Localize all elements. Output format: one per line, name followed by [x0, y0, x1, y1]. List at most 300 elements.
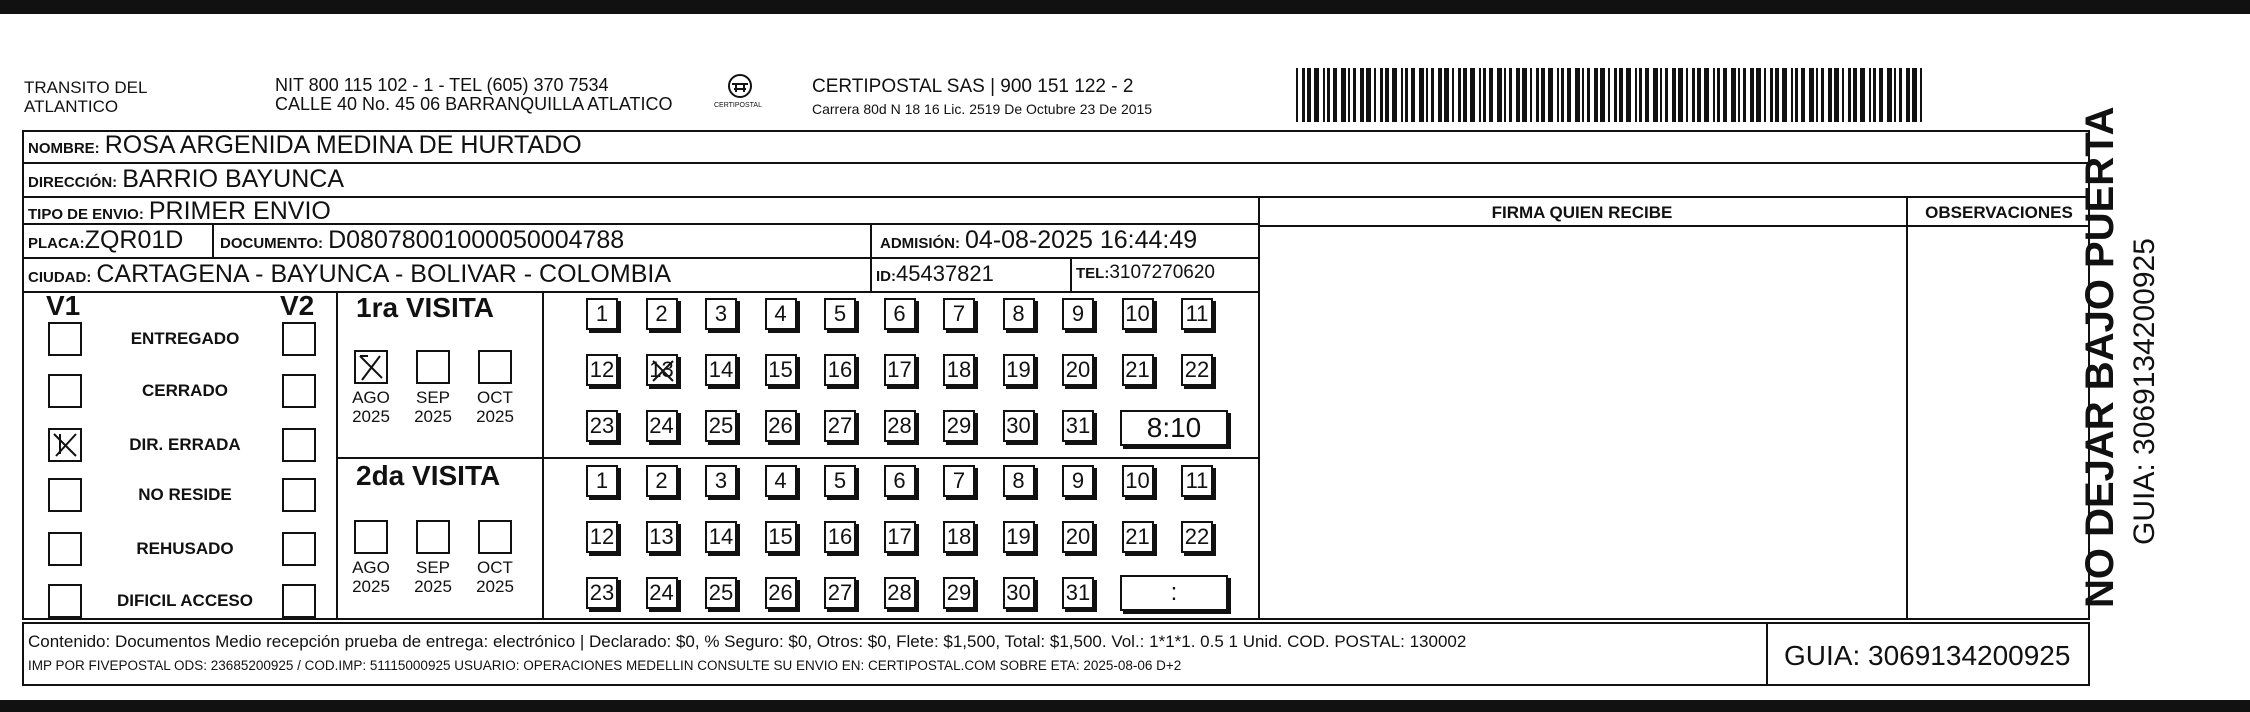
- visit2-day-box[interactable]: [943, 465, 975, 497]
- name-field: [28, 131, 582, 160]
- day-number: 31: [1065, 580, 1091, 605]
- visit2-month-label: [470, 558, 520, 596]
- visit2-time-box[interactable]: [1120, 575, 1228, 611]
- visit2-day-box[interactable]: [943, 577, 975, 609]
- visit1-day-box[interactable]: [705, 410, 737, 442]
- visit1-day-box[interactable]: [705, 354, 737, 386]
- visit2-day-box[interactable]: [1003, 465, 1035, 497]
- visit1-day-box[interactable]: [884, 354, 916, 386]
- barcode-bar: [1912, 68, 1917, 122]
- month-year: 2025: [352, 577, 390, 596]
- barcode-bar: [1860, 68, 1865, 122]
- barcode-bar: [1348, 68, 1350, 122]
- barcode-bar: [1869, 68, 1871, 122]
- barcode-bar: [1353, 68, 1356, 122]
- barcode-bar: [1600, 68, 1605, 122]
- barcode-bar: [1594, 68, 1598, 122]
- barcode-bar: [1575, 68, 1580, 122]
- day-number: 22: [1184, 357, 1210, 382]
- city-value: CARTAGENA - BAYUNCA - BOLIVAR - COLOMBIA: [96, 260, 672, 288]
- barcode-bar: [1770, 68, 1773, 122]
- day-number: 27: [827, 413, 853, 438]
- visit1-day-box[interactable]: [884, 410, 916, 442]
- day-number: 4: [774, 468, 787, 493]
- day-number: 30: [1006, 413, 1031, 438]
- plate-field: [28, 226, 183, 255]
- visit2-day-box[interactable]: [705, 577, 737, 609]
- barcode-bar: [1731, 68, 1736, 122]
- day-number: 13: [649, 524, 674, 549]
- visit2-day-box[interactable]: [705, 465, 737, 497]
- row-type: [22, 197, 1260, 225]
- visit2-day-box[interactable]: [646, 465, 678, 497]
- observations-column: [1906, 197, 2090, 620]
- address-value: BARRIO BAYUNCA: [122, 165, 344, 193]
- barcode-bar: [1327, 68, 1330, 122]
- id-label: ID:: [876, 268, 896, 285]
- visit2-month-checkbox[interactable]: [478, 520, 512, 554]
- visit2-day-box[interactable]: [765, 521, 797, 553]
- visit2-day-box[interactable]: [646, 577, 678, 609]
- barcode-bar: [1795, 68, 1798, 122]
- footer-guia: GUIA: 3069134200925: [1784, 640, 2071, 671]
- barcode-bar: [1314, 68, 1319, 122]
- month-name: SEP: [415, 558, 451, 577]
- check-mark-icon: [356, 352, 386, 382]
- day-number: 20: [1065, 524, 1091, 549]
- visit2-day-box[interactable]: [646, 521, 678, 553]
- barcode-bar: [1522, 68, 1527, 122]
- visit1-day-box[interactable]: [705, 298, 737, 330]
- barcode-bar: [1587, 68, 1590, 122]
- visit1-day-box[interactable]: [765, 354, 797, 386]
- barcode-bar: [1906, 68, 1910, 122]
- visit1-day-box[interactable]: [1003, 410, 1035, 442]
- day-number: 12: [589, 524, 615, 549]
- day-number: 21: [1125, 357, 1150, 382]
- barcode-bar: [1307, 68, 1311, 122]
- barcode-bar: [1816, 68, 1818, 122]
- day-number: 10: [1125, 301, 1150, 326]
- day-number: 5: [833, 468, 847, 493]
- day-number: 1: [595, 301, 609, 326]
- month-name: OCT: [477, 558, 513, 577]
- barcode-bar: [1302, 68, 1305, 122]
- certipostal-logo: [710, 72, 770, 122]
- day-number: 7: [952, 301, 966, 326]
- doc-label: DOCUMENTO:: [220, 235, 324, 252]
- month-name: OCT: [477, 388, 513, 407]
- month-name: AGO: [352, 388, 390, 407]
- v1-checkbox[interactable]: [48, 428, 82, 462]
- visit1-day-box[interactable]: [765, 298, 797, 330]
- barcode-bar: [1782, 68, 1787, 122]
- barcode-bar: [1672, 68, 1676, 122]
- logo-text: CERTIPOSTAL: [714, 102, 762, 109]
- barcode-bar: [1333, 68, 1337, 122]
- barcode-bar: [1458, 68, 1461, 122]
- status-label: REHUSADO: [136, 539, 234, 558]
- month-year: 2025: [476, 407, 514, 426]
- day-number: 8: [1012, 301, 1025, 326]
- barcode-bar: [1366, 68, 1371, 122]
- visit2-day-box[interactable]: [1003, 521, 1035, 553]
- barcode-bar: [1509, 68, 1512, 122]
- month-year: 2025: [414, 577, 452, 596]
- day-number: 10: [1125, 468, 1150, 493]
- month-name: SEP: [415, 388, 451, 407]
- barcode-bar: [1723, 68, 1727, 122]
- footer-print-line: IMP POR FIVEPOSTAL ODS: 23685200925 / COD.IMP: 51115000925 USUARIO: OPERACIONES MEDELLIN CONSULTE SU ENVIO EN: CERTIPOSTAL.COM SOBRE ETA: 2025-08-06 D+2: [28, 658, 1182, 673]
- barcode-bar: [1463, 68, 1467, 122]
- barcode-bar: [1489, 68, 1493, 122]
- signature-header: FIRMA QUIEN RECIBE: [1491, 203, 1673, 222]
- barcode-bar: [1873, 68, 1876, 122]
- day-number: 19: [1006, 357, 1031, 382]
- day-number: 15: [768, 524, 793, 549]
- visit1-day-box[interactable]: [1003, 298, 1035, 330]
- status-label: DIFICIL ACCESO: [116, 591, 253, 610]
- day-number: 12: [589, 357, 615, 382]
- barcode-bar: [1853, 68, 1857, 122]
- visit1-day-box[interactable]: [1062, 410, 1094, 442]
- day-number: 29: [946, 413, 972, 438]
- barcode-bar: [1530, 68, 1532, 122]
- visit2-day-box[interactable]: [1062, 577, 1094, 609]
- barcode-bar: [1697, 68, 1701, 122]
- visit2-day-box[interactable]: [1003, 577, 1035, 609]
- visit2-day-box[interactable]: [1181, 521, 1213, 553]
- doc-value: D08078001000050004788: [328, 226, 625, 254]
- visit1-day-box[interactable]: [824, 354, 856, 386]
- visit1-month-label: [408, 388, 458, 426]
- side-warning: NO DEJAR BAJO PUERTA: [2078, 106, 2122, 608]
- barcode-bar: [1791, 68, 1793, 122]
- day-number: 6: [893, 468, 906, 493]
- visit1-day-box[interactable]: [646, 410, 678, 442]
- day-number: 4: [774, 301, 787, 326]
- visit2-day-box[interactable]: [765, 465, 797, 497]
- visit1-day-box[interactable]: [586, 410, 618, 442]
- barcode-bar: [1660, 68, 1662, 122]
- visit1-day-box[interactable]: [884, 298, 916, 330]
- v1-checkbox[interactable]: [48, 374, 82, 408]
- document-field: [220, 226, 624, 255]
- barcode-bar: [1678, 68, 1683, 122]
- nit-line1: NIT 800 115 102 - 1 - TEL (605) 370 7534: [275, 75, 609, 95]
- barcode-bar: [1704, 68, 1709, 122]
- visit2-title: 2da VISITA: [356, 460, 501, 491]
- day-number: 19: [1006, 524, 1031, 549]
- barcode-bar: [1431, 68, 1434, 122]
- barcode-bar: [1557, 68, 1559, 122]
- barcode-bar: [1738, 68, 1740, 122]
- admission-field: [880, 226, 1197, 255]
- v1-checkbox[interactable]: [48, 322, 82, 356]
- barcode-bar: [1899, 68, 1902, 122]
- v2-checkbox[interactable]: [282, 374, 316, 408]
- barcode-bar: [1750, 68, 1754, 122]
- barcode-bar: [1401, 68, 1403, 122]
- day-number: 3: [714, 301, 728, 326]
- barcode-bar: [1801, 68, 1805, 122]
- day-number: 11: [1185, 301, 1209, 326]
- day-number: 22: [1184, 524, 1210, 549]
- status-label: DIR. ERRADA: [129, 435, 241, 454]
- check-mark-icon: [650, 358, 676, 384]
- visit2-day-box[interactable]: [824, 465, 856, 497]
- v2-checkbox[interactable]: [282, 532, 316, 566]
- day-number: 26: [768, 580, 793, 605]
- visit2-day-box[interactable]: [586, 577, 618, 609]
- v2-header: V2: [280, 290, 315, 321]
- day-number: 17: [887, 524, 912, 549]
- visit1-month-label: [470, 388, 520, 426]
- visit2-day-box[interactable]: [1122, 521, 1154, 553]
- day-number: 26: [768, 413, 793, 438]
- company-line2: Carrera 80d N 18 16 Lic. 2519 De Octubre 23 De 2015: [812, 101, 1153, 117]
- visit1-day-box[interactable]: [1062, 298, 1094, 330]
- visit2-day-box[interactable]: [705, 521, 737, 553]
- barcode-bar: [1426, 68, 1428, 122]
- barcode-bar: [1635, 68, 1637, 122]
- observations-header: OBSERVACIONES: [1925, 203, 2073, 222]
- barcode-bar: [1834, 68, 1839, 122]
- v1-header: V1: [46, 290, 81, 321]
- plate-divider: [212, 225, 214, 259]
- city-label: CIUDAD:: [28, 269, 92, 286]
- barcode-bar: [1653, 68, 1658, 122]
- visit2-day-box[interactable]: [824, 577, 856, 609]
- barcode-bar: [1920, 68, 1922, 122]
- visit1-day-box[interactable]: [646, 298, 678, 330]
- barcode-bar: [1452, 68, 1454, 122]
- nit-line2: CALLE 40 No. 45 06 BARRANQUILLA ATLATICO: [275, 94, 673, 114]
- v1-checkbox[interactable]: [48, 532, 82, 566]
- barcode-bar: [1483, 68, 1486, 122]
- day-number: 31: [1065, 413, 1091, 438]
- visit2-day-box[interactable]: [884, 465, 916, 497]
- visit2-day-box[interactable]: [586, 465, 618, 497]
- barcode-bar: [1879, 68, 1883, 122]
- visit2-day-box[interactable]: [1062, 465, 1094, 497]
- barcode-bar: [1764, 68, 1766, 122]
- barcode-bar: [1828, 68, 1832, 122]
- side-guia: GUIA: 3069134200925: [2128, 238, 2161, 545]
- city-field: [28, 260, 671, 289]
- month-year: 2025: [352, 407, 390, 426]
- day-number: 24: [649, 580, 674, 605]
- v2-checkbox[interactable]: [282, 428, 316, 462]
- barcode-bar: [1894, 68, 1896, 122]
- day-number: 24: [649, 413, 674, 438]
- barcode-bar: [1323, 68, 1325, 122]
- barcode-bar: [1438, 68, 1442, 122]
- day-number: 6: [893, 301, 906, 326]
- barcode-bar: [1561, 68, 1564, 122]
- status-label: ENTREGADO: [130, 329, 240, 348]
- visit1-month-checkbox[interactable]: [478, 350, 512, 384]
- tel-value: 3107270620: [1109, 262, 1215, 283]
- visit1-month-label: [346, 388, 396, 426]
- visit1-day-box[interactable]: [1062, 354, 1094, 386]
- org-name: [24, 78, 147, 116]
- visit1-time-box[interactable]: [1120, 410, 1228, 446]
- visit1-day-box[interactable]: [824, 298, 856, 330]
- company-line1: CERTIPOSTAL SAS | 900 151 122 - 2: [812, 76, 1134, 97]
- barcode-bar: [1380, 68, 1383, 122]
- day-number: 18: [946, 524, 972, 549]
- day-number: 1: [595, 468, 609, 493]
- visit1-day-box[interactable]: [1122, 298, 1154, 330]
- org-line2: ATLANTICO: [24, 97, 119, 116]
- barcode-bar: [1516, 68, 1520, 122]
- plate-label: PLACA:: [28, 235, 85, 252]
- barcode-bar: [1470, 68, 1475, 122]
- barcode-bar: [1639, 68, 1642, 122]
- barcode-bar: [1374, 68, 1376, 122]
- visit1-day-box[interactable]: [765, 410, 797, 442]
- day-number: 27: [827, 580, 853, 605]
- visit2-month-checkbox[interactable]: [354, 520, 388, 554]
- footer-content-line: Contenido: Documentos Medio recepción prueba de entrega: electrónico | Declarado: $0, % Seguro: $0, Otros: $0, Flete: $1,500, Total: $1,500. Vol.: 1*1*1. 0.5 1 Unid. COD. POSTAL: 130002: [28, 632, 1467, 651]
- address-label: DIRECCIÓN:: [28, 174, 118, 191]
- barcode-bar: [1444, 68, 1449, 122]
- visit1-day-box[interactable]: [824, 410, 856, 442]
- v2-checkbox[interactable]: [282, 584, 316, 618]
- barcode-bar: [1341, 68, 1346, 122]
- visit1-day-box[interactable]: [943, 410, 975, 442]
- day-number: 25: [708, 580, 734, 605]
- visit2-day-box[interactable]: [765, 577, 797, 609]
- day-number: 17: [887, 357, 912, 382]
- address-field: [28, 165, 344, 194]
- barcode-bar: [1504, 68, 1506, 122]
- visit1-day-box[interactable]: [1122, 354, 1154, 386]
- day-number: 2: [655, 468, 668, 493]
- day-number: 29: [946, 580, 972, 605]
- id-value: 45437821: [896, 261, 994, 286]
- barcode-bar: [1842, 68, 1844, 122]
- visit2-day-box[interactable]: [586, 521, 618, 553]
- day-number: 18: [946, 357, 972, 382]
- day-number: 21: [1125, 524, 1150, 549]
- barcode-bar: [1296, 68, 1298, 122]
- visit2-day-box[interactable]: [1122, 465, 1154, 497]
- barcode-bar: [1479, 68, 1481, 122]
- check-mark-icon: [50, 430, 80, 460]
- visit1-day-box[interactable]: [1181, 354, 1213, 386]
- visit2-day-box[interactable]: [884, 577, 916, 609]
- visit2-month-label: [346, 558, 396, 596]
- barcode-bar: [1887, 68, 1892, 122]
- day-number: 23: [589, 413, 615, 438]
- visit2-day-box[interactable]: [1062, 521, 1094, 553]
- barcode-bar: [1821, 68, 1824, 122]
- visit1-month-checkbox[interactable]: [416, 350, 450, 384]
- visit2-day-box[interactable]: [824, 521, 856, 553]
- barcode-bar: [1686, 68, 1688, 122]
- v2-checkbox[interactable]: [282, 478, 316, 512]
- visit1-day-box[interactable]: [943, 298, 975, 330]
- tel-label: TEL:: [1076, 265, 1110, 282]
- type-value: PRIMER ENVIO: [148, 197, 331, 225]
- org-line1: TRANSITO DEL: [24, 78, 148, 97]
- visit1-day-box[interactable]: [586, 354, 618, 386]
- barcode-bar: [1619, 68, 1623, 122]
- day-number: 15: [768, 357, 793, 382]
- day-number: 8: [1012, 468, 1025, 493]
- barcode-bar: [1626, 68, 1631, 122]
- visit2-day-box[interactable]: [884, 521, 916, 553]
- month-year: 2025: [414, 407, 452, 426]
- name-label: NOMBRE:: [28, 140, 100, 157]
- barcode-bar: [1541, 68, 1545, 122]
- visit1-month-checkbox[interactable]: [354, 350, 388, 384]
- barcode-bar: [1848, 68, 1851, 122]
- barcode-bar: [1692, 68, 1695, 122]
- visit-divider: [542, 291, 544, 620]
- day-number: 13: [649, 357, 674, 382]
- visit1-day-box[interactable]: [646, 354, 678, 386]
- visit2-month-checkbox[interactable]: [416, 520, 450, 554]
- barcode-bar: [1360, 68, 1364, 122]
- day-number: 25: [708, 413, 734, 438]
- v1-checkbox[interactable]: [48, 478, 82, 512]
- barcode-bar: [1536, 68, 1539, 122]
- barcode-bar: [1743, 68, 1746, 122]
- barcode-bar: [1419, 68, 1424, 122]
- day-number: 16: [827, 357, 853, 382]
- nit-info: [275, 76, 673, 114]
- barcode-bar: [1717, 68, 1720, 122]
- day-number: 28: [887, 580, 912, 605]
- barcode-bar: [1548, 68, 1553, 122]
- admission-value: 04-08-2025 16:44:49: [965, 226, 1198, 254]
- barcode-bar: [1665, 68, 1668, 122]
- barcode-bar: [1608, 68, 1610, 122]
- month-name: AGO: [352, 558, 390, 577]
- barcode-bar: [1775, 68, 1779, 122]
- plate-value: ZQR01D: [84, 226, 184, 254]
- barcode: [1296, 68, 1930, 122]
- barcode-bar: [1713, 68, 1715, 122]
- visit1-day-box[interactable]: [586, 298, 618, 330]
- visit2-day-box[interactable]: [943, 521, 975, 553]
- day-number: 20: [1065, 357, 1091, 382]
- v1-checkbox[interactable]: [48, 584, 82, 618]
- bottom-border: [0, 700, 2250, 712]
- v2-checkbox[interactable]: [282, 322, 316, 356]
- day-number: 30: [1006, 580, 1031, 605]
- barcode-bar: [1645, 68, 1649, 122]
- day-number: 11: [1185, 468, 1209, 493]
- day-number: 23: [589, 580, 615, 605]
- visit1-day-box[interactable]: [1181, 298, 1213, 330]
- day-number: 3: [714, 468, 728, 493]
- day-number: 5: [833, 301, 847, 326]
- barcode-bar: [1405, 68, 1408, 122]
- visit2-day-box[interactable]: [1181, 465, 1213, 497]
- month-year: 2025: [476, 577, 514, 596]
- tel-field: [1076, 262, 1215, 284]
- tel-divider: [1070, 259, 1072, 293]
- visit1-day-box[interactable]: [943, 354, 975, 386]
- visit1-day-box[interactable]: [1003, 354, 1035, 386]
- day-number: 16: [827, 524, 853, 549]
- footer-divider: [1766, 622, 1768, 686]
- status-label: NO RESIDE: [138, 485, 232, 504]
